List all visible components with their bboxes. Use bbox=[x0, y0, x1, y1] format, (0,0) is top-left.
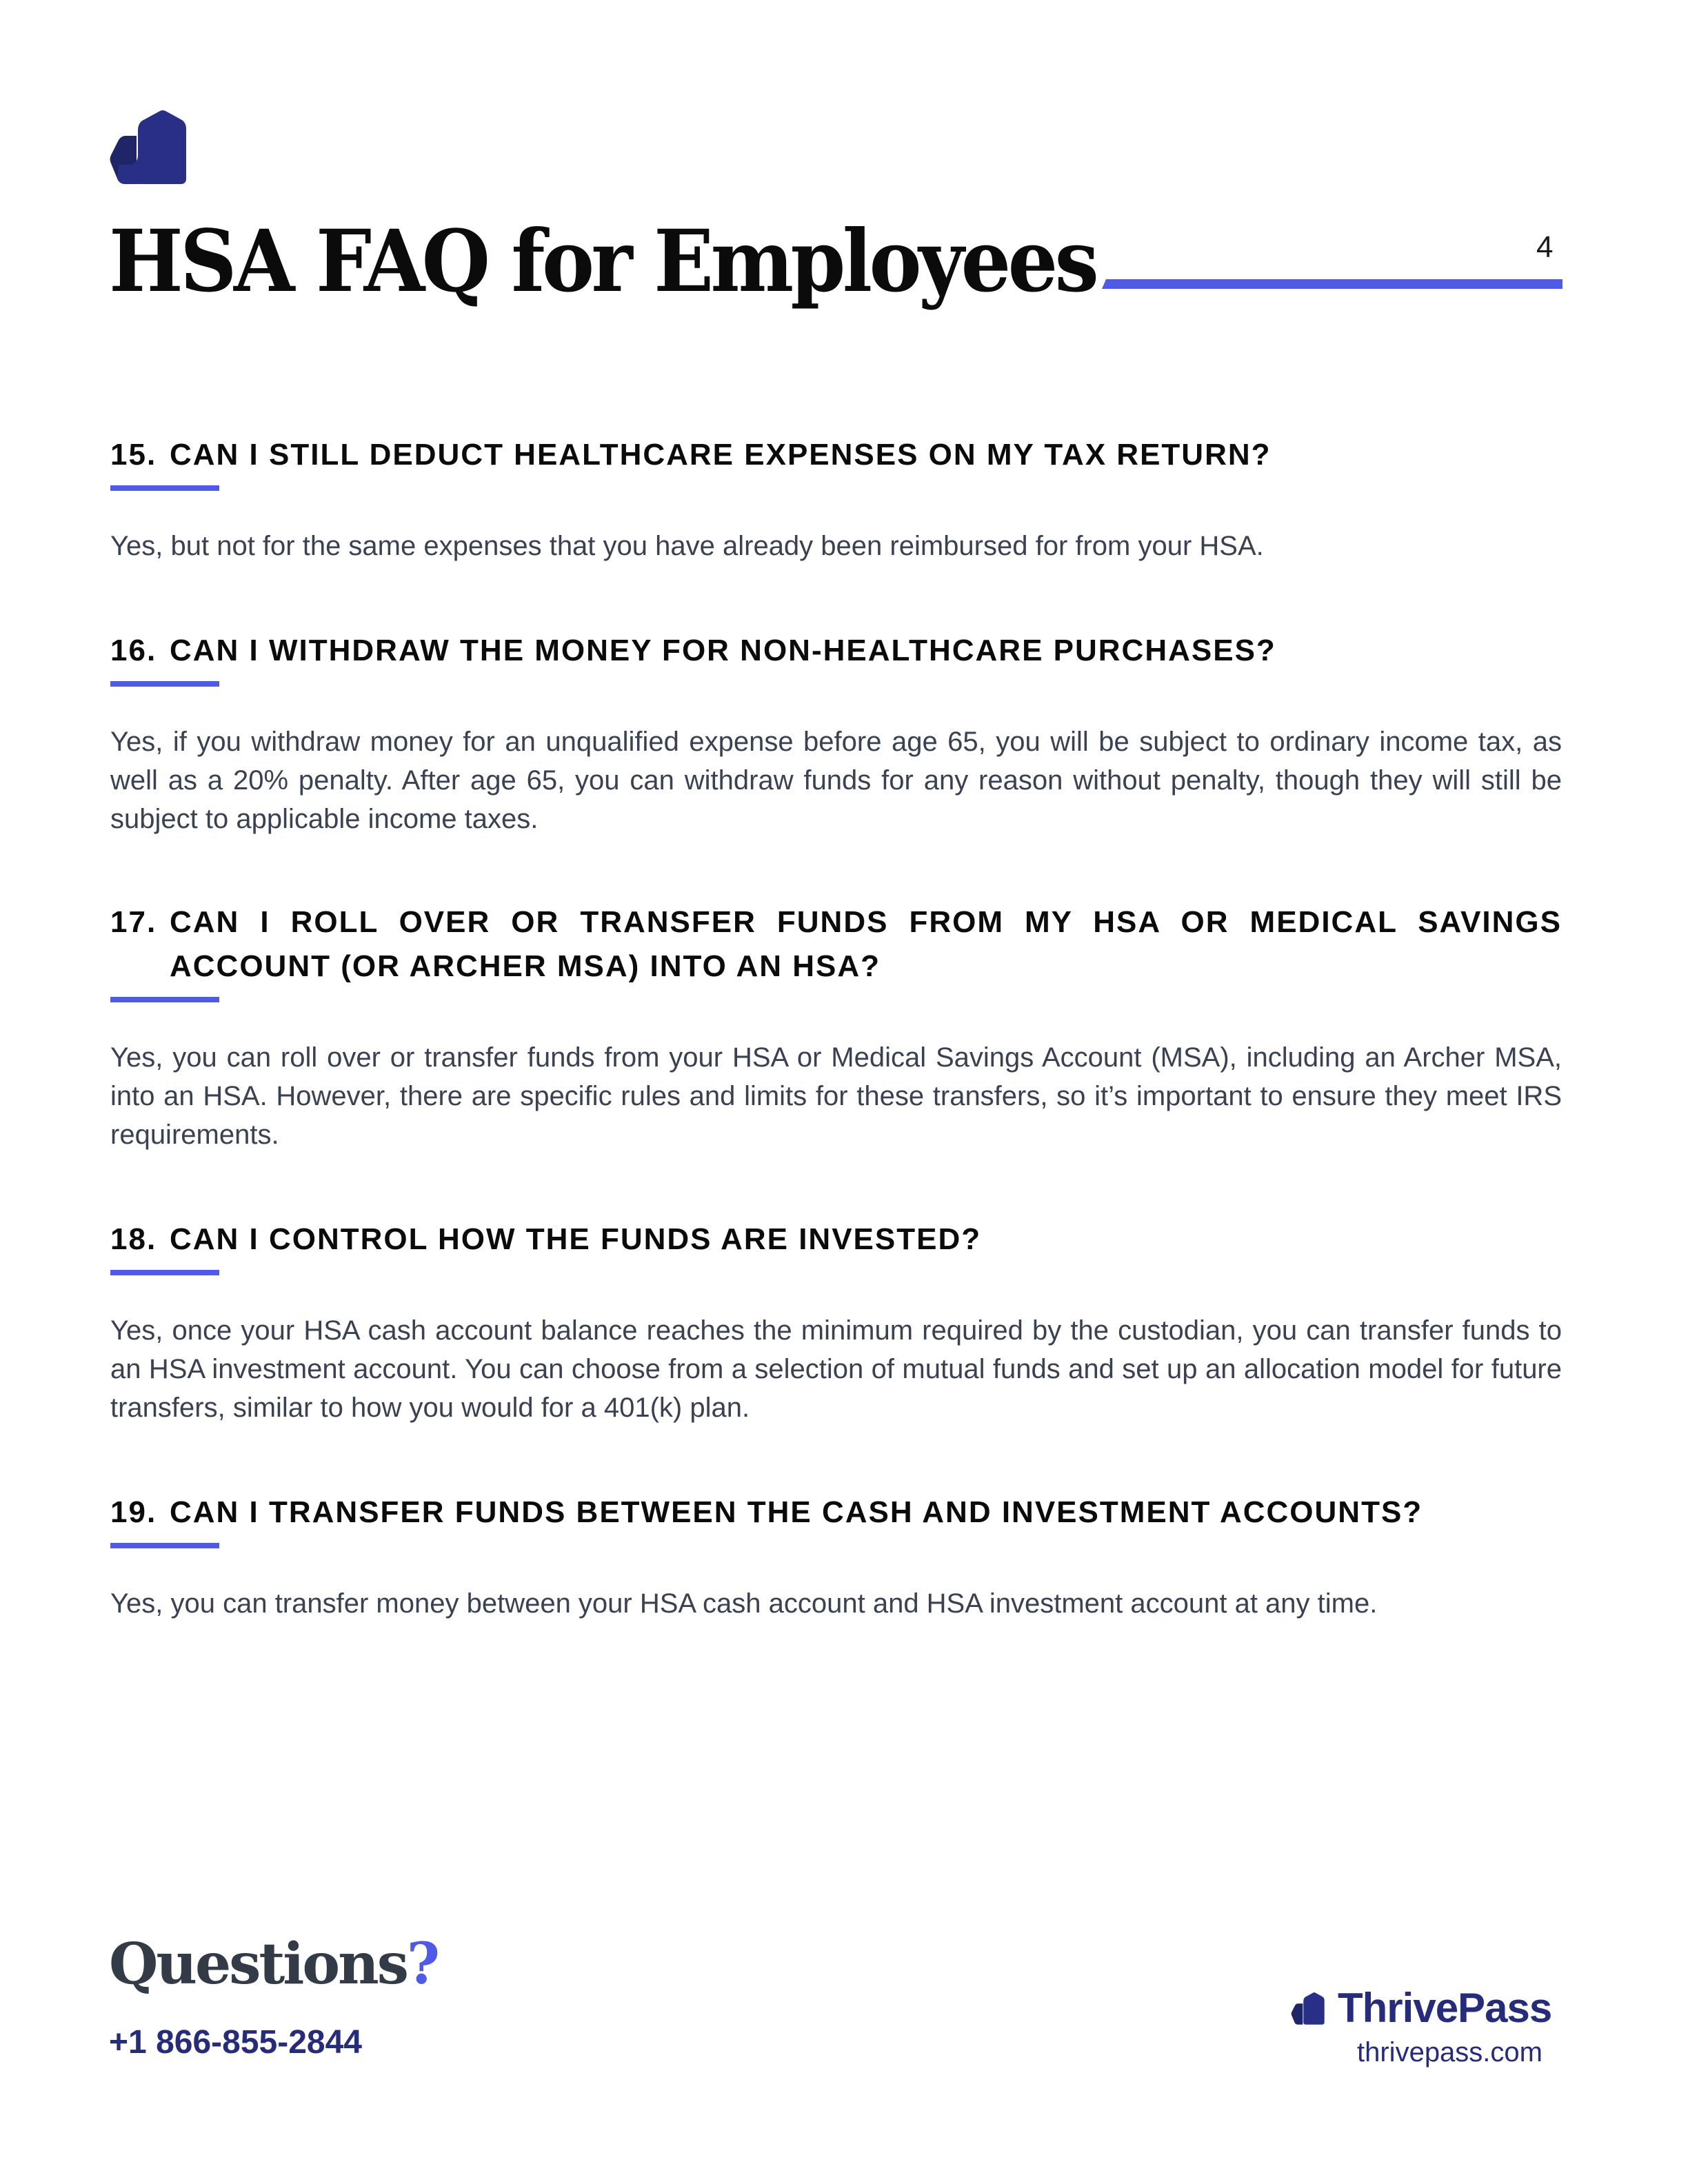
questions-label: Questions bbox=[109, 1931, 407, 1997]
faq-question-text: CAN I CONTROL HOW THE FUNDS ARE INVESTED? bbox=[170, 1222, 982, 1256]
page-title: HSA FAQ for Employees bbox=[109, 212, 1096, 312]
faq-question bbox=[110, 1217, 1562, 1262]
faq-question bbox=[110, 629, 1562, 673]
faq-question bbox=[110, 433, 1562, 477]
faq-item-17 bbox=[110, 900, 1562, 1154]
faq-item-15 bbox=[110, 433, 1562, 565]
faq-underline bbox=[110, 1543, 219, 1548]
faq-number: 16. bbox=[110, 634, 157, 667]
questions-heading bbox=[109, 1931, 438, 1997]
faq-number: 17. bbox=[110, 905, 157, 939]
faq-answer: Yes, once your HSA cash account balance reaches the minimum required by the custodian, you can transfer funds to an HSA investment account. You can choose from a selection of mutual funds and set up an allocation model for future transfers, similar to how you would for a 401(k) plan. bbox=[110, 1315, 1562, 1423]
faq-underline bbox=[110, 681, 219, 687]
faq-number: 19. bbox=[110, 1495, 157, 1529]
brand-name: ThrivePass bbox=[1338, 1985, 1552, 2031]
faq-number: 18. bbox=[110, 1222, 157, 1256]
faq-item-19 bbox=[110, 1490, 1562, 1623]
faq-answer: Yes, but not for the same expenses that you have already been reimbursed for from your HSA. bbox=[110, 531, 1264, 561]
thrivepass-logo-icon bbox=[109, 107, 188, 186]
faq-underline bbox=[110, 997, 219, 1002]
thrivepass-logo-icon bbox=[1291, 1991, 1325, 2025]
page-number: 4 bbox=[1536, 230, 1554, 264]
faq-item-18 bbox=[110, 1217, 1562, 1427]
phone-number[interactable]: +1 866-855-2844 bbox=[109, 2024, 362, 2061]
faq-question-text: CAN I WITHDRAW THE MONEY FOR NON-HEALTHCARE PURCHASES? bbox=[170, 634, 1276, 667]
faq-answer: Yes, if you withdraw money for an unqualified expense before age 65, you will be subject to ordinary income tax, as well as a 20% penalty. After age 65, you can withdraw funds for any reason without penalty, though they will still be subject to applicable income taxes. bbox=[110, 727, 1562, 834]
faq-question bbox=[110, 1490, 1562, 1535]
faq-question-text: CAN I ROLL OVER OR TRANSFER FUNDS FROM MY HSA OR MEDICAL SAVINGS ACCOUNT (OR ARCHER MSA) INTO AN HSA? bbox=[170, 905, 1562, 983]
faq-question bbox=[110, 900, 1562, 989]
website-link[interactable]: thrivepass.com bbox=[1357, 2037, 1543, 2067]
faq-question-text: CAN I STILL DEDUCT HEALTHCARE EXPENSES ON MY TAX RETURN? bbox=[170, 438, 1272, 472]
title-divider bbox=[1102, 279, 1563, 289]
faq-question-text: CAN I TRANSFER FUNDS BETWEEN THE CASH AND INVESTMENT ACCOUNTS? bbox=[170, 1495, 1423, 1529]
faq-underline bbox=[110, 1270, 219, 1275]
faq-answer: Yes, you can transfer money between your HSA cash account and HSA investment account at any time. bbox=[110, 1588, 1378, 1619]
faq-item-16 bbox=[110, 629, 1562, 838]
faq-number: 15. bbox=[110, 438, 157, 472]
question-mark: ? bbox=[406, 1931, 438, 1997]
faq-underline bbox=[110, 485, 219, 491]
faq-answer: Yes, you can roll over or transfer funds from your HSA or Medical Savings Account (MSA), including an Archer MSA, into an HSA. However, there are specific rules and limits for these transfers, so it’s important to ensure they meet IRS requirements. bbox=[110, 1042, 1562, 1150]
brand-lockup bbox=[1291, 1984, 1551, 2032]
